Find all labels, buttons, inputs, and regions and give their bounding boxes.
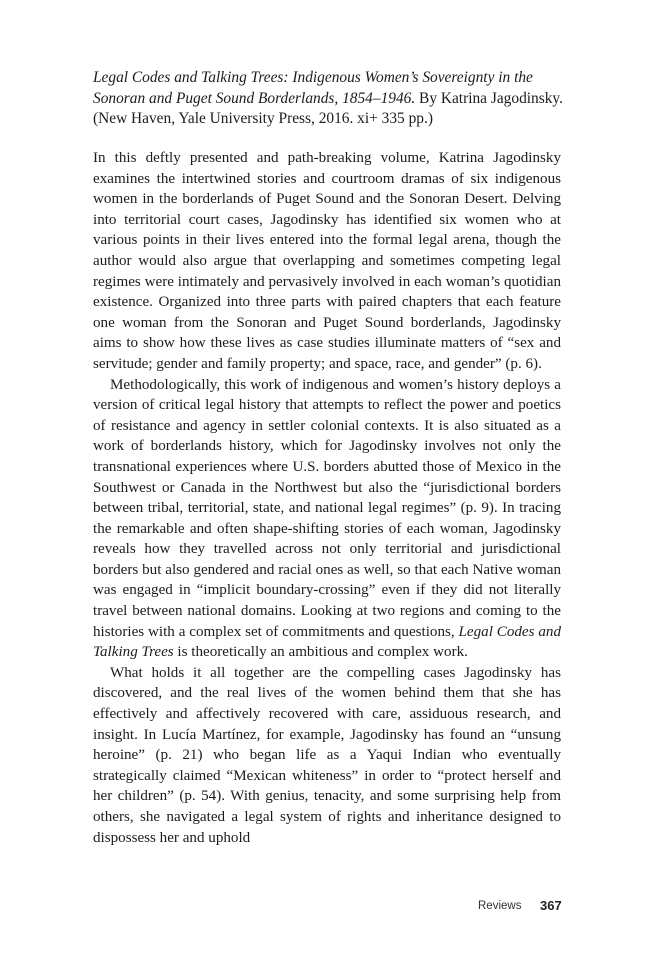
review-body xyxy=(93,148,561,848)
paragraph-2-book-title: Legal Codes and Talking Trees xyxy=(93,623,561,661)
book-publication-info: (New Haven, Yale University Press, 2016. xi+ 335 pp.) xyxy=(93,110,433,128)
book-title: Legal Codes and Talking Trees: Indigenous Women’s Sovereignty in the Sonoran and Puget Sound Borderlands, 1854–1946. xyxy=(93,69,533,107)
paragraph-2-text-start: Methodologically, this work of indigenous and women’s history deploys a version of critical legal history that attempts to reflect the power and poetics of resistance and agency in settler colonial contexts. It is also situated as a work of borderlands history, which for Jagodinsky involves not only the transnational experiences where U.S. borders abutted those of Mexico in the Southwest or Canada in the Northwest but also the “jurisdictional borders between tribal, territorial, state, and national legal regimes” (p. 9). In tracing the remarkable and often shape-shifting stories of each woman, Jagodinsky reveals how they travelled across not only territorial and jurisdictional borders but also gendered and racial ones as well, so that each Native woman was engaged in “implicit boundary-crossing” even if they did not literally travel between national domains. Looking at two regions and coming to the histories with a complex set of commitments and questions, xyxy=(93,376,561,640)
paragraph-2 xyxy=(93,375,561,663)
book-author: By Katrina Jagodinsky. xyxy=(415,89,563,107)
book-citation xyxy=(93,68,563,130)
page-number: 367 xyxy=(540,898,562,913)
running-section-label: Reviews xyxy=(478,900,522,912)
paragraph-1: In this deftly presented and path-breaking volume, Katrina Jagodinsky examines the intertwined stories and courtroom dramas of six indigenous women in the borderlands of Puget Sound and the Sonoran Desert. Delving into territorial court cases, Jagodinsky has identified six women who at various points in their lives entered into the formal legal arena, though the author would also argue that overlapping and sometimes competing legal regimes were intimately and pervasively involved in each woman’s quotidian existence. Organized into three parts with paired chapters that each feature one woman from the Sonoran and Puget Sound borderlands, Jagodinsky aims to show how these lives as case studies illuminate matters of “sex and servitude; gender and family property; and space, race, and gender” (p. 6). xyxy=(93,150,561,372)
paragraph-2-text-end: is theoretically an ambitious and complex work. xyxy=(173,644,468,661)
paragraph-3: What holds it all together are the compelling cases Jagodinsky has discovered, and the real lives of the women behind them that she has effectively and affectively recovered with care, assiduous research, and insight. In Lucía Martínez, for example, Jagodinsky has found an “unsung heroine” (p. 21) who began life as a Yaqui Indian who eventually strategically claimed “Mexican whiteness” in order to “protect herself and her children” (p. 54). With genius, tenacity, and some surprising help from others, she navigated a legal system of rights and inheritance designed to dispossess her and uphold xyxy=(93,664,561,846)
